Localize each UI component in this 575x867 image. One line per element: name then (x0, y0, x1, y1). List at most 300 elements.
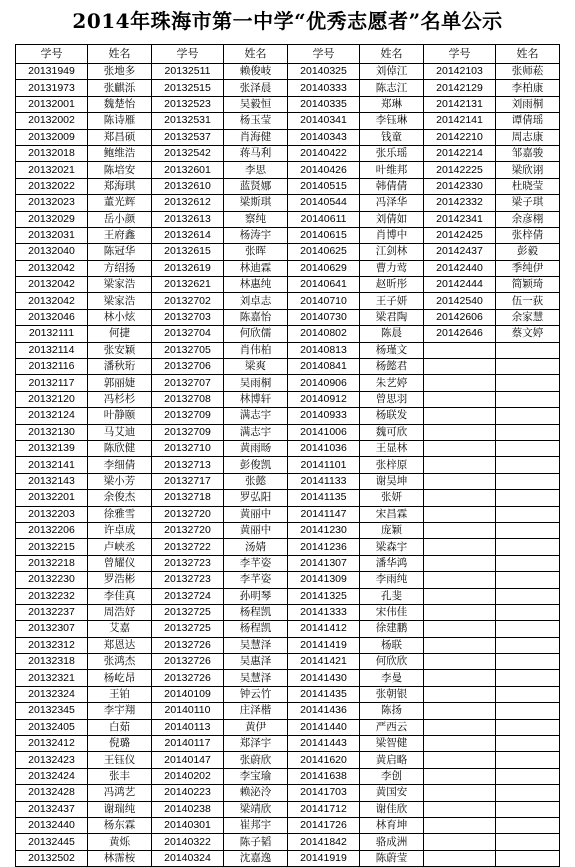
student-name-cell: 陈扬 (360, 703, 424, 719)
student-id-cell: 20131973 (16, 80, 88, 96)
student-name-cell: 刘雨桐 (496, 96, 560, 112)
student-name-cell: 马艾迪 (88, 424, 152, 440)
student-id-cell: 20140110 (152, 703, 224, 719)
student-name-cell (496, 736, 560, 752)
student-id-cell: 20132531 (152, 113, 224, 129)
student-id-cell: 20132710 (152, 440, 224, 456)
student-name-cell: 张朝银 (360, 686, 424, 702)
student-id-cell (424, 539, 496, 555)
student-name-cell: 庞颖 (360, 522, 424, 538)
student-name-cell: 黄启略 (360, 752, 424, 768)
page-title: 2014年珠海市第一中学“优秀志愿者”名单公示 (72, 9, 503, 33)
table-row (16, 277, 560, 293)
student-name-cell (496, 375, 560, 391)
student-id-cell: 20141919 (288, 850, 360, 866)
student-id-cell: 20140335 (288, 96, 360, 112)
table-row (16, 129, 560, 145)
student-name-cell: 倪璐 (88, 736, 152, 752)
student-id-cell: 20142341 (424, 211, 496, 227)
student-id-cell: 20132612 (152, 195, 224, 211)
student-name-cell: 杨涛宇 (224, 227, 288, 243)
student-name-cell: 李钰琳 (360, 113, 424, 129)
table-row (16, 260, 560, 276)
student-name-cell: 王子妍 (360, 293, 424, 309)
table-row (16, 506, 560, 522)
student-id-cell: 20132237 (16, 604, 88, 620)
student-name-cell: 刘倬江 (360, 64, 424, 80)
student-name-cell: 梁小芳 (88, 473, 152, 489)
student-id-cell: 20132023 (16, 195, 88, 211)
table-row (16, 817, 560, 833)
student-id-cell: 20142437 (424, 244, 496, 260)
student-name-cell (496, 686, 560, 702)
student-name-cell: 刘卓志 (224, 293, 288, 309)
student-name-cell: 陈嘉怡 (224, 309, 288, 325)
student-id-cell (424, 850, 496, 866)
student-name-cell: 蓝贤娜 (224, 178, 288, 194)
table-row (16, 555, 560, 571)
student-id-cell: 20140933 (288, 408, 360, 424)
table-row (16, 522, 560, 538)
student-id-cell: 20132511 (152, 64, 224, 80)
student-name-cell (496, 817, 560, 833)
student-name-cell (496, 588, 560, 604)
student-name-cell: 张梓倩 (496, 227, 560, 243)
student-id-cell: 20140324 (152, 850, 224, 866)
student-name-cell: 李曼 (360, 670, 424, 686)
student-id-cell: 20141435 (288, 686, 360, 702)
table-row (16, 703, 560, 719)
student-id-cell: 20132718 (152, 490, 224, 506)
student-name-cell: 张麒泺 (88, 80, 152, 96)
table-row (16, 359, 560, 375)
student-name-cell: 郑海琪 (88, 178, 152, 194)
table-row (16, 195, 560, 211)
student-id-cell: 20132029 (16, 211, 88, 227)
student-name-cell: 梁斯琪 (224, 195, 288, 211)
student-id-cell: 20132042 (16, 293, 88, 309)
student-name-cell (496, 522, 560, 538)
table-row (16, 309, 560, 325)
student-id-cell: 20141307 (288, 555, 360, 571)
table-row (16, 637, 560, 653)
student-name-cell: 谭倩瑶 (496, 113, 560, 129)
student-name-cell: 白茹 (88, 719, 152, 735)
student-id-cell: 20132042 (16, 277, 88, 293)
student-id-cell: 20141135 (288, 490, 360, 506)
table-row (16, 227, 560, 243)
student-id-cell: 20141620 (288, 752, 360, 768)
student-name-cell: 余俊杰 (88, 490, 152, 506)
student-name-cell: 陈蔚莹 (360, 850, 424, 866)
student-id-cell: 20132723 (152, 555, 224, 571)
student-id-cell (424, 637, 496, 653)
student-name-cell (496, 785, 560, 801)
student-id-cell: 20140147 (152, 752, 224, 768)
student-id-cell: 20141412 (288, 621, 360, 637)
student-id-cell: 20141419 (288, 637, 360, 653)
student-name-cell (496, 604, 560, 620)
student-id-cell: 20132725 (152, 604, 224, 620)
student-name-cell: 肖海健 (224, 129, 288, 145)
student-id-cell: 20142440 (424, 260, 496, 276)
student-id-cell: 20132726 (152, 670, 224, 686)
header-student-id: 学号 (288, 45, 360, 64)
table-row (16, 145, 560, 161)
student-id-cell: 20132117 (16, 375, 88, 391)
student-name-cell: 罗浩彬 (88, 572, 152, 588)
student-name-cell: 黄国安 (360, 785, 424, 801)
student-id-cell: 20141006 (288, 424, 360, 440)
student-id-cell: 20132405 (16, 719, 88, 735)
student-name-cell: 陈子韬 (224, 834, 288, 850)
student-id-cell (424, 490, 496, 506)
table-row (16, 768, 560, 784)
student-id-cell: 20141101 (288, 457, 360, 473)
student-id-cell: 20140117 (152, 736, 224, 752)
student-id-cell (424, 424, 496, 440)
student-id-cell: 20132001 (16, 96, 88, 112)
table-row (16, 457, 560, 473)
student-name-cell: 钟云竹 (224, 686, 288, 702)
student-name-cell: 余家慧 (496, 309, 560, 325)
student-name-cell: 王显林 (360, 440, 424, 456)
student-id-cell: 20142646 (424, 326, 496, 342)
student-id-cell: 20141703 (288, 785, 360, 801)
student-name-cell: 王铂 (88, 686, 152, 702)
student-name-cell: 汤婧 (224, 539, 288, 555)
student-id-cell: 20132722 (152, 539, 224, 555)
student-id-cell: 20141726 (288, 817, 360, 833)
student-name-cell: 林霈桉 (88, 850, 152, 866)
student-name-cell: 赖泌泠 (224, 785, 288, 801)
student-name-cell: 杨屹昂 (88, 670, 152, 686)
header-name: 姓名 (224, 45, 288, 64)
student-id-cell: 20140813 (288, 342, 360, 358)
student-id-cell: 20132614 (152, 227, 224, 243)
student-id-cell: 20132139 (16, 440, 88, 456)
student-name-cell: 杜晓莹 (496, 178, 560, 194)
table-row (16, 752, 560, 768)
table-row (16, 326, 560, 342)
student-id-cell: 20132428 (16, 785, 88, 801)
student-id-cell: 20132615 (152, 244, 224, 260)
student-id-cell: 20140301 (152, 817, 224, 833)
student-id-cell: 20140322 (152, 834, 224, 850)
student-name-cell: 吴慧泽 (224, 670, 288, 686)
table-row (16, 440, 560, 456)
student-name-cell: 吴雨桐 (224, 375, 288, 391)
student-id-cell: 20132143 (16, 473, 88, 489)
student-name-cell (496, 834, 560, 850)
student-name-cell: 伍一荻 (496, 293, 560, 309)
student-id-cell (424, 440, 496, 456)
student-id-cell: 20142141 (424, 113, 496, 129)
student-id-cell (424, 654, 496, 670)
student-id-cell (424, 342, 496, 358)
student-name-cell (496, 572, 560, 588)
student-id-cell: 20141036 (288, 440, 360, 456)
table-row (16, 490, 560, 506)
student-name-cell: 叶维邦 (360, 162, 424, 178)
student-name-cell: 陈志江 (360, 80, 424, 96)
student-name-cell: 谢昊坤 (360, 473, 424, 489)
student-id-cell: 20132215 (16, 539, 88, 555)
student-name-cell: 杨瑾文 (360, 342, 424, 358)
student-id-cell: 20140202 (152, 768, 224, 784)
table-row (16, 621, 560, 637)
student-name-cell: 黄丽中 (224, 522, 288, 538)
student-name-cell: 李思 (224, 162, 288, 178)
student-name-cell: 吴毅恒 (224, 96, 288, 112)
student-name-cell: 杨东霖 (88, 817, 152, 833)
student-id-cell: 20142425 (424, 227, 496, 243)
student-id-cell: 20132601 (152, 162, 224, 178)
student-id-cell: 20132705 (152, 342, 224, 358)
student-id-cell (424, 359, 496, 375)
student-id-cell: 20132537 (152, 129, 224, 145)
student-id-cell: 20140841 (288, 359, 360, 375)
table-row (16, 654, 560, 670)
student-name-cell (496, 670, 560, 686)
student-name-cell: 刘倩如 (360, 211, 424, 227)
student-name-cell: 李芊姿 (224, 555, 288, 571)
student-id-cell (424, 522, 496, 538)
table-row (16, 539, 560, 555)
student-name-cell: 梁子琪 (496, 195, 560, 211)
student-id-cell: 20141133 (288, 473, 360, 489)
student-id-cell (424, 506, 496, 522)
student-name-cell: 冯泽华 (360, 195, 424, 211)
student-id-cell: 20142606 (424, 309, 496, 325)
student-id-cell: 20140912 (288, 391, 360, 407)
student-id-cell (424, 801, 496, 817)
student-id-cell: 20132708 (152, 391, 224, 407)
student-id-cell: 20132120 (16, 391, 88, 407)
student-name-cell: 郑泽宇 (224, 736, 288, 752)
student-name-cell: 林育坤 (360, 817, 424, 833)
student-name-cell (496, 768, 560, 784)
student-id-cell: 20142131 (424, 96, 496, 112)
student-id-cell (424, 752, 496, 768)
student-id-cell: 20132042 (16, 260, 88, 276)
student-id-cell (424, 785, 496, 801)
header-name: 姓名 (88, 45, 152, 64)
student-id-cell: 20132230 (16, 572, 88, 588)
student-id-cell: 20132141 (16, 457, 88, 473)
student-name-cell: 潘华鸿 (360, 555, 424, 571)
student-id-cell (424, 588, 496, 604)
student-name-cell: 董光辉 (88, 195, 152, 211)
student-id-cell (424, 391, 496, 407)
student-name-cell: 李佳真 (88, 588, 152, 604)
student-id-cell: 20142210 (424, 129, 496, 145)
table-row (16, 670, 560, 686)
student-name-cell: 杨程凯 (224, 621, 288, 637)
student-id-cell: 20132423 (16, 752, 88, 768)
student-id-cell: 20132232 (16, 588, 88, 604)
student-id-cell: 20132111 (16, 326, 88, 342)
student-id-cell: 20132523 (152, 96, 224, 112)
student-name-cell: 宋昌霖 (360, 506, 424, 522)
student-id-cell: 20140109 (152, 686, 224, 702)
student-id-cell (424, 604, 496, 620)
student-name-cell (496, 654, 560, 670)
student-name-cell: 钱童 (360, 129, 424, 145)
student-id-cell: 20140641 (288, 277, 360, 293)
table-row (16, 162, 560, 178)
student-name-cell: 察纯 (224, 211, 288, 227)
student-id-cell (424, 703, 496, 719)
student-name-cell: 肖博中 (360, 227, 424, 243)
student-name-cell: 杨联发 (360, 408, 424, 424)
student-name-cell (496, 752, 560, 768)
student-id-cell: 20132613 (152, 211, 224, 227)
student-name-cell: 李柏康 (496, 80, 560, 96)
student-name-cell: 杨程凯 (224, 604, 288, 620)
student-id-cell: 20132412 (16, 736, 88, 752)
student-name-cell: 方绍扬 (88, 260, 152, 276)
student-name-cell: 梁欣诩 (496, 162, 560, 178)
student-id-cell: 20142332 (424, 195, 496, 211)
student-id-cell: 20142225 (424, 162, 496, 178)
student-name-cell: 张泽晨 (224, 80, 288, 96)
student-id-cell: 20132713 (152, 457, 224, 473)
student-id-cell: 20132702 (152, 293, 224, 309)
student-name-cell: 李芊姿 (224, 572, 288, 588)
student-id-cell: 20132717 (152, 473, 224, 489)
student-id-cell (424, 457, 496, 473)
student-name-cell: 梁森宇 (360, 539, 424, 555)
student-id-cell: 20140238 (152, 801, 224, 817)
student-name-cell: 郑琳 (360, 96, 424, 112)
student-id-cell: 20132206 (16, 522, 88, 538)
student-name-cell: 郑恩达 (88, 637, 152, 653)
student-id-cell: 20132726 (152, 637, 224, 653)
student-name-cell (496, 850, 560, 866)
student-id-cell: 20132130 (16, 424, 88, 440)
student-id-cell: 20132709 (152, 424, 224, 440)
student-name-cell: 杨懿君 (360, 359, 424, 375)
student-name-cell: 曾思羽 (360, 391, 424, 407)
student-id-cell: 20140422 (288, 145, 360, 161)
table-header-row (16, 45, 560, 64)
table-row (16, 244, 560, 260)
table-row (16, 834, 560, 850)
student-id-cell: 20141309 (288, 572, 360, 588)
table-row (16, 604, 560, 620)
table-row (16, 785, 560, 801)
table-row (16, 211, 560, 227)
student-id-cell: 20140544 (288, 195, 360, 211)
table-row (16, 64, 560, 80)
header-student-id: 学号 (16, 45, 88, 64)
student-id-cell: 20140113 (152, 719, 224, 735)
student-id-cell: 20141436 (288, 703, 360, 719)
student-id-cell (424, 408, 496, 424)
student-name-cell: 王府鑫 (88, 227, 152, 243)
student-id-cell: 20132445 (16, 834, 88, 850)
student-name-cell: 张师菘 (496, 64, 560, 80)
student-id-cell: 20132725 (152, 621, 224, 637)
student-name-cell (496, 408, 560, 424)
student-name-cell (496, 719, 560, 735)
student-name-cell: 许卓成 (88, 522, 152, 538)
student-id-cell: 20132114 (16, 342, 88, 358)
table-row (16, 342, 560, 358)
student-name-cell (496, 440, 560, 456)
student-name-cell: 周志康 (496, 129, 560, 145)
student-name-cell: 黄丽中 (224, 506, 288, 522)
student-name-cell: 李创 (360, 768, 424, 784)
student-name-cell: 曹力莺 (360, 260, 424, 276)
student-name-cell: 冯鸿艺 (88, 785, 152, 801)
student-name-cell: 孔斐 (360, 588, 424, 604)
table-row (16, 850, 560, 866)
student-id-cell: 20132312 (16, 637, 88, 653)
student-id-cell: 20141325 (288, 588, 360, 604)
student-id-cell: 20132723 (152, 572, 224, 588)
student-name-cell: 陈诗雁 (88, 113, 152, 129)
student-id-cell: 20132424 (16, 768, 88, 784)
student-id-cell: 20132203 (16, 506, 88, 522)
student-id-cell: 20132720 (152, 506, 224, 522)
student-id-cell: 20140343 (288, 129, 360, 145)
table-row (16, 424, 560, 440)
student-name-cell: 谢瑞纯 (88, 801, 152, 817)
student-name-cell: 季纯伊 (496, 260, 560, 276)
student-name-cell: 张乐瑶 (360, 145, 424, 161)
student-id-cell: 20140615 (288, 227, 360, 243)
student-name-cell: 梁智健 (360, 736, 424, 752)
student-name-cell: 崔邦宇 (224, 817, 288, 833)
student-name-cell: 骆成洲 (360, 834, 424, 850)
student-id-cell: 20132307 (16, 621, 88, 637)
student-name-cell: 魏楚怡 (88, 96, 152, 112)
student-id-cell: 20140333 (288, 80, 360, 96)
student-id-cell: 20141236 (288, 539, 360, 555)
student-name-cell: 郑昌硕 (88, 129, 152, 145)
student-id-cell: 20141147 (288, 506, 360, 522)
student-name-cell: 杨联 (360, 637, 424, 653)
student-id-cell (424, 621, 496, 637)
student-name-cell (496, 703, 560, 719)
student-name-cell: 彭俊凯 (224, 457, 288, 473)
student-id-cell: 20132321 (16, 670, 88, 686)
student-id-cell: 20132704 (152, 326, 224, 342)
student-id-cell (424, 572, 496, 588)
student-name-cell: 张蔚欣 (224, 752, 288, 768)
student-name-cell: 蔡文婷 (496, 326, 560, 342)
student-name-cell: 鲍维浩 (88, 145, 152, 161)
student-name-cell: 孙明琴 (224, 588, 288, 604)
student-id-cell: 20132218 (16, 555, 88, 571)
student-name-cell: 张晖 (224, 244, 288, 260)
student-name-cell: 郭丽婕 (88, 375, 152, 391)
student-name-cell: 肖伟柏 (224, 342, 288, 358)
student-id-cell: 20132440 (16, 817, 88, 833)
student-id-cell: 20142214 (424, 145, 496, 161)
student-name-cell (496, 473, 560, 489)
student-id-cell: 20141230 (288, 522, 360, 538)
student-id-cell: 20132022 (16, 178, 88, 194)
student-name-cell: 岳小颜 (88, 211, 152, 227)
student-id-cell: 20132046 (16, 309, 88, 325)
student-name-cell: 何欣欣 (360, 654, 424, 670)
student-id-cell: 20132726 (152, 654, 224, 670)
student-name-cell: 彭毅 (496, 244, 560, 260)
student-id-cell: 20132724 (152, 588, 224, 604)
